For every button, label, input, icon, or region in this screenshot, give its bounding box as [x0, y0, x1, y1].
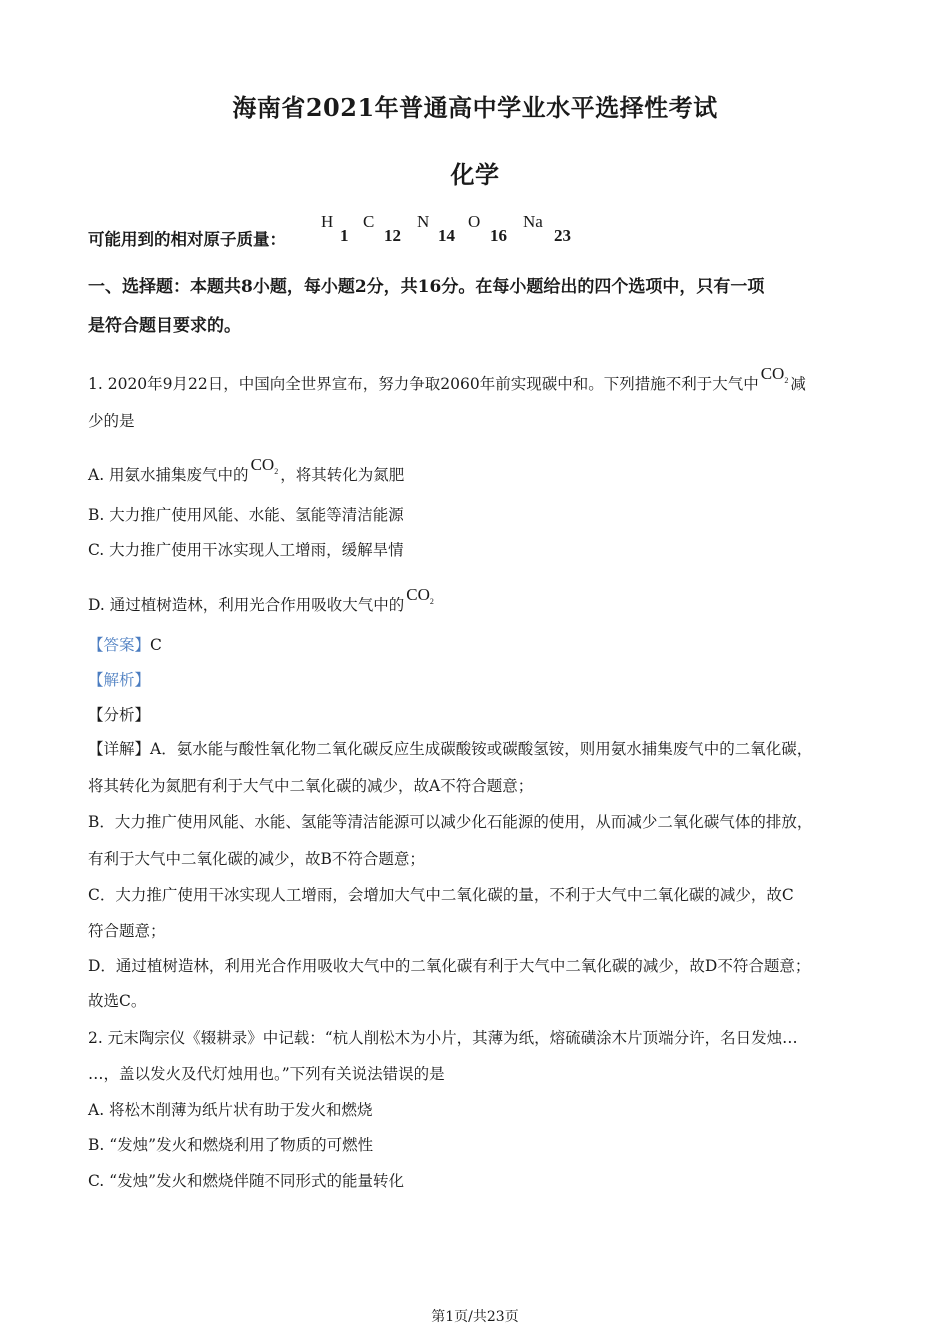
detail-c-line1: C．大力推广使用干冰实现人工增雨，会增加大气中二氧化碳的量，不利于大气中二氧化碳的减少，故C	[88, 886, 794, 904]
co2-formula: $CO_2$	[760, 364, 789, 385]
element-mass: 23	[554, 226, 571, 245]
element-symbol: H	[321, 212, 334, 231]
detail-b-line1: B．大力推广使用风能、水能、氢能等清洁能源可以减少化石能源的使用，从而减少二氧化碳气体的排放，	[88, 813, 813, 831]
q2-option-b: B. “发烛”发火和燃烧利用了物质的可燃性	[88, 1136, 374, 1154]
element-symbol: O	[468, 212, 481, 231]
q1-option-a	[88, 455, 868, 485]
detail-b-line2: 有利于大气中二氧化碳的减少，故B不符合题意；	[88, 850, 425, 868]
element-mass: 1	[340, 226, 349, 245]
q2-option-c: C. “发烛”发火和燃烧伴随不同形式的能量转化	[88, 1172, 405, 1190]
q1-answer	[88, 633, 868, 655]
q1-option-c: C. 大力推广使用干冰实现人工增雨，缓解旱情	[88, 541, 404, 559]
answer-tag: 【答案】	[88, 636, 151, 654]
exam-title: 海南省2021年普通高中学业水平选择性考试	[232, 93, 718, 122]
answer-value: C	[150, 636, 162, 654]
atomic-mass-label: 可能用到的相对原子质量：	[88, 230, 286, 249]
detail-a-line2: 将其转化为氮肥有利于大气中二氧化碳的减少，故A不符合题意；	[88, 777, 534, 795]
q2-stem-line2: …，盖以发火及代灯烛用也。”下列有关说法错误的是	[88, 1065, 445, 1083]
detail-a-line1: 【详解】A．氨水能与酸性氧化物二氧化碳反应生成碳酸铵或碳酸氢铵，则用氨水捕集废气中的二氧化碳，	[88, 740, 813, 758]
co2-formula: $CO_2$	[250, 455, 279, 476]
element-mass: 14	[438, 226, 455, 245]
q1-stem-text: 1. 2020年9月22日，中国向全世界宣布，努力争取2060年前实现碳中和。下列措施不利于大气中	[88, 375, 759, 393]
q1-option-b: B. 大力推广使用风能、水能、氢能等清洁能源	[88, 506, 404, 524]
q1-option-d	[88, 585, 868, 615]
q1-stem-line2: 少的是	[88, 412, 135, 430]
section-heading-line2: 是符合题目要求的。	[88, 316, 241, 336]
atomic-mass-row	[88, 210, 688, 250]
conclusion: 故选C。	[88, 992, 147, 1010]
element-mass: 16	[490, 226, 507, 245]
q1-stem-line1	[88, 364, 868, 394]
q1-option-a-tail: ，将其转化为氮肥	[280, 466, 405, 484]
q1-option-a-text: A. 用氨水捕集废气中的	[88, 466, 249, 484]
element-symbol: C	[363, 212, 375, 231]
q2-stem-line1: 2. 元末陶宗仪《辍耕录》中记载：“杭人削松木为小片，其薄为纸，熔硫磺涂木片顶端分许，名日发烛…	[88, 1029, 798, 1047]
section-heading-line1: 一、选择题：本题共8小题，每小题2分，共16分。在每小题给出的四个选项中，只有一项	[88, 277, 765, 297]
detail-d-line1: D．通过植树造林，利用光合作用吸收大气中的二氧化碳有利于大气中二氧化碳的减少，故D不符合题意；	[88, 957, 811, 975]
q1-stem-tail: 减	[790, 375, 806, 393]
element-mass: 12	[384, 226, 401, 245]
subject-title: 化学	[450, 160, 500, 189]
q2-option-a: A. 将松木削薄为纸片状有助于发火和燃烧	[88, 1101, 373, 1119]
co2-formula: $CO_2$	[406, 585, 434, 606]
element-symbol: N	[417, 212, 430, 231]
q1-option-d-text: D. 通过植树造林，利用光合作用吸收大气中的	[88, 596, 405, 614]
element-symbol: Na	[523, 212, 543, 231]
fenxi-tag: 【分析】	[88, 706, 151, 724]
detail-c-line2: 符合题意；	[88, 922, 166, 940]
analysis-tag: 【解析】	[88, 671, 151, 689]
page-footer: 第1页/共23页	[431, 1309, 519, 1325]
